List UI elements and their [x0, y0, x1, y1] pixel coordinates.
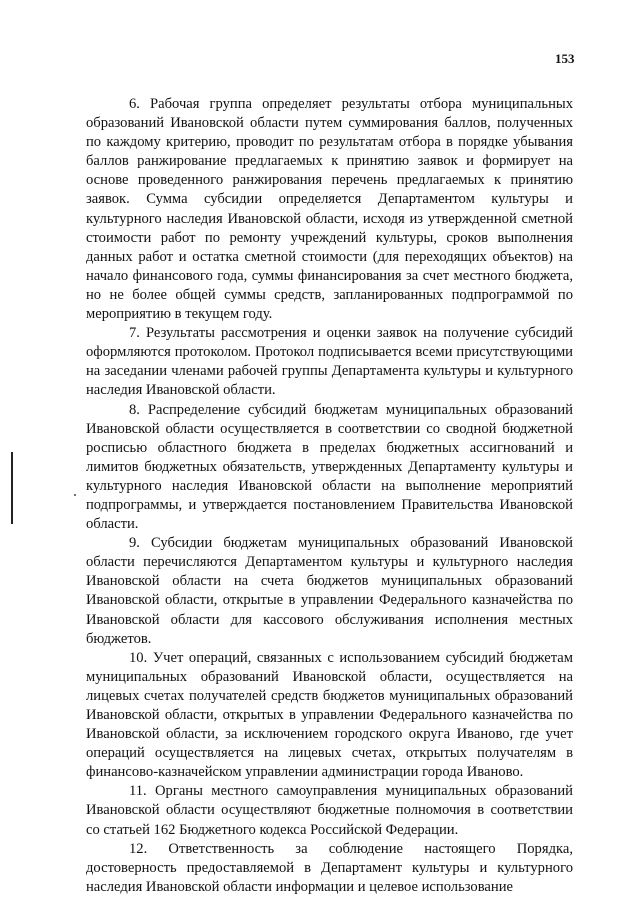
- page-number: 153: [555, 51, 575, 66]
- paragraph-6: 6. Рабочая группа определяет результаты отбора муниципальных образований Ивановской области путем суммирования баллов, полученных по каждому критерию, проводит по результатам отбора в порядке убывания баллов ранжирование предлагаемых к принятию заявок и формирует на основе проведенного ранжирования перечень предлагаемых к принятию заявок. Сумма субсидии определяется Департаментом культуры и культурного наследия Ивановской области, исходя из утвержденной сметной стоимости работ по ремонту учреждений культуры, сроков выполнения данных работ и остатка сметной стоимости (для переходящих объектов) на начало финансового года, суммы финансирования за счет местного бюджета, но не более общей суммы средств, запланированных подпрограммой по мероприятию в текущем году.: [86, 96, 573, 323]
- scan-speck: [74, 494, 76, 496]
- paragraph-9: 9. Субсидии бюджетам муниципальных образований Ивановской области перечисляются Департаментом культуры и культурного наследия Ивановской области на счета бюджетов муниципальных образований Ивановской области, открытые в управлении Федерального казначейства по Ивановской области для кассового обслуживания исполнения местных бюджетов.: [86, 535, 573, 647]
- paragraph-8: 8. Распределение субсидий бюджетам муниципальных образований Ивановской области осуществляется в соответствии со сводной бюджетной росписью областного бюджета в пределах бюджетных ассигнований и лимитов бюджетных обязательств, утвержденных Департаменту культуры и культурного наследия Ивановской области на выполнение мероприятий подпрограммы, и утверждается постановлением Правительства Ивановской области.: [86, 401, 573, 533]
- paragraph-11: 11. Органы местного самоуправления муниципальных образований Ивановской области осуществляют бюджетные полномочия в соответствии со статьей 162 Бюджетного кодекса Российской Федерации.: [86, 783, 573, 838]
- paragraph-7: 7. Результаты рассмотрения и оценки заявок на получение субсидий оформляются протоколом. Протокол подписывается всеми присутствующими на заседании членами рабочей группы Департамента культуры и культурного наследия Ивановской области.: [86, 325, 573, 399]
- margin-mark: [11, 452, 13, 524]
- document-body: [86, 95, 573, 897]
- paragraph-10: 10. Учет операций, связанных с использованием субсидий бюджетам муниципальных образований Ивановской области, осуществляется на лицевых счетах получателей средств бюджетов муниципальных образований Ивановской области, открытых в управлении Федерального казначейства по Ивановской области, за исключением городского округа Иваново, где учет операций осуществляется на лицевых счетах, открытых получателям в финансово-казначейском управлении администрации города Иваново.: [86, 649, 573, 781]
- paragraph-12: 12. Ответственность за соблюдение настоящего Порядка, достоверность предоставляемой в Департамент культуры и культурного наследия Ивановской области информации и целевое использование: [86, 840, 573, 895]
